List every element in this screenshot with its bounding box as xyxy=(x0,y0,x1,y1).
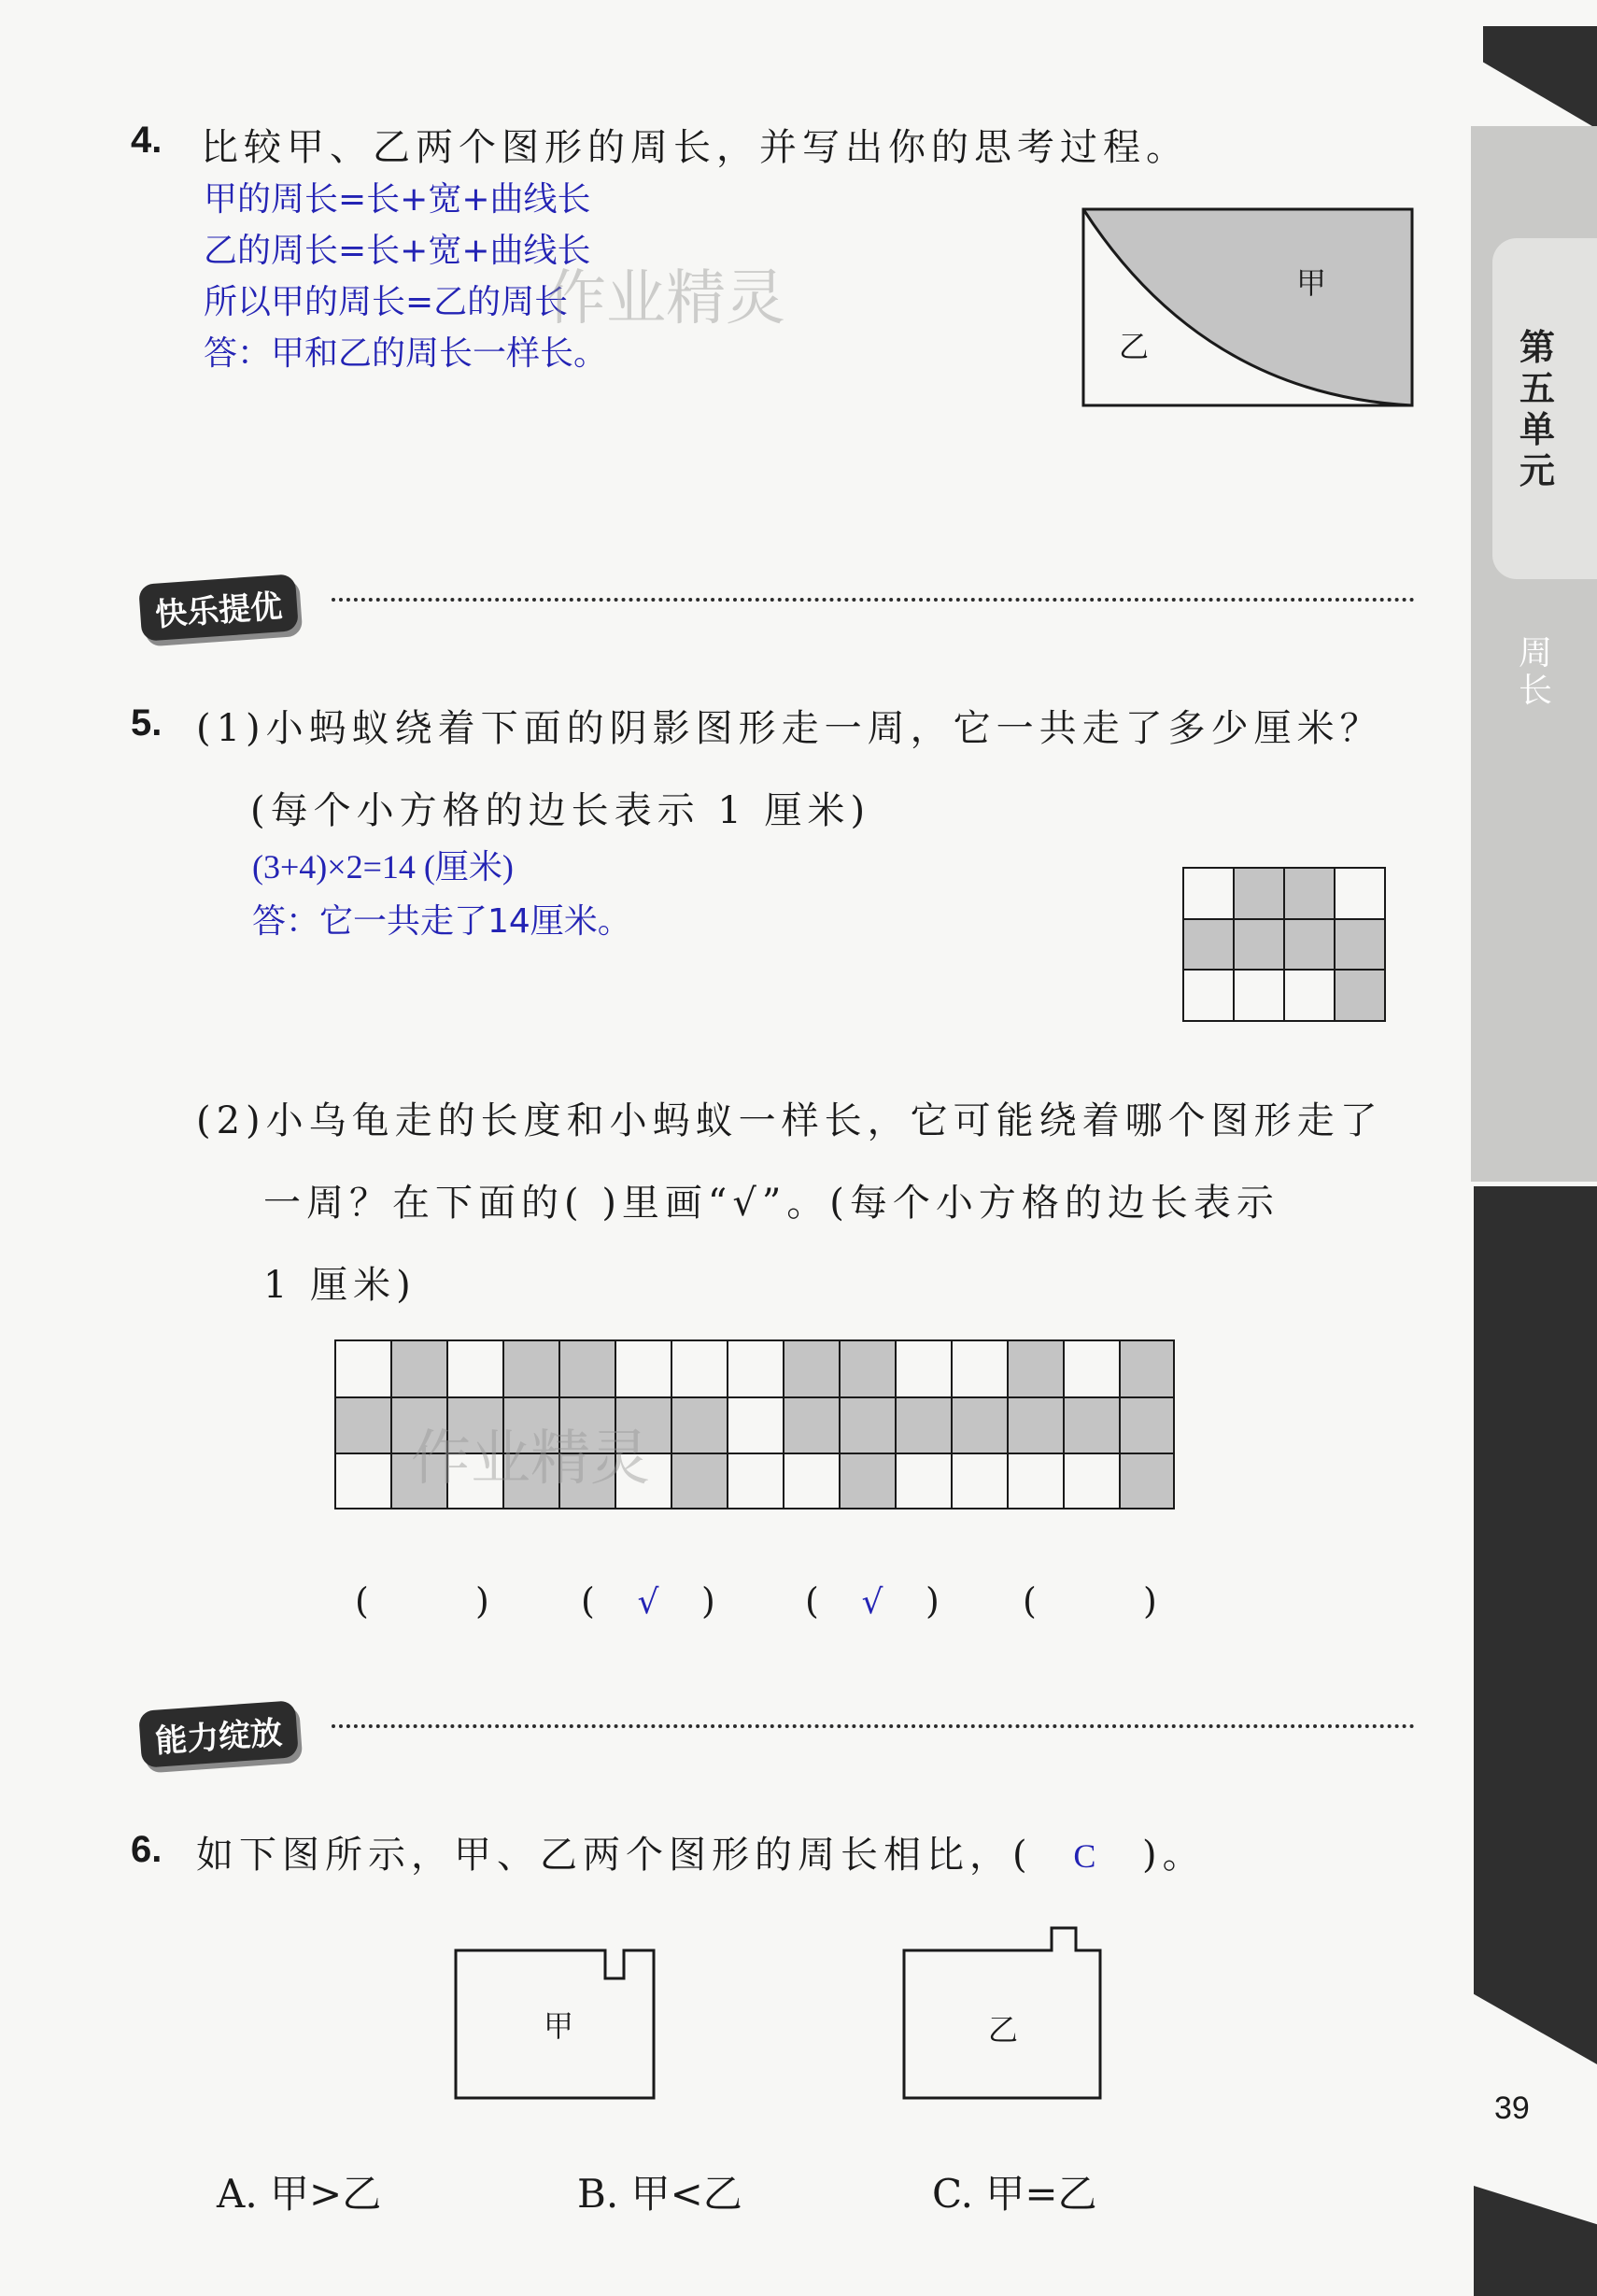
q6-option-a[interactable]: A. 甲>乙 xyxy=(217,2171,382,2217)
side-tab-footer-dark xyxy=(1474,2186,1597,2296)
q6-option-c[interactable]: C. 甲=乙 xyxy=(932,2171,1097,2217)
q5-choice-4[interactable] xyxy=(1023,1580,1157,1622)
section-divider-2 xyxy=(332,1724,1415,1728)
paren-close: ) xyxy=(926,1580,940,1622)
q5-choice-2-mark: √ xyxy=(637,1583,659,1622)
q5-number: 5. xyxy=(131,702,163,744)
section-divider-1 xyxy=(332,598,1415,602)
q4-figure xyxy=(1081,207,1414,407)
section-label-kuaile: 快乐提优 xyxy=(138,574,299,642)
q5-part1: (1)小蚂蚁绕着下面的阴影图形走一周，它一共走了多少厘米？ xyxy=(196,707,1383,750)
paren-open: ( xyxy=(1023,1580,1037,1622)
q5-choice-3-mark: √ xyxy=(861,1583,883,1622)
q4-answer-line-2: 乙的周长=长+宽+曲线长 xyxy=(204,232,591,270)
section-label-nengli: 能力绽放 xyxy=(138,1700,299,1768)
q5-part2-line1: (2)小乌龟走的长度和小蚂蚁一样长，它可能绕着哪个图形走了 xyxy=(196,1099,1383,1142)
side-tab-unit-text: 第五单元 xyxy=(1519,326,1555,491)
q6-question-before: 如下图所示，甲、乙两个图形的周长相比，( xyxy=(196,1834,1033,1877)
paren-open: ( xyxy=(355,1580,369,1622)
paren-close: ) xyxy=(475,1580,489,1622)
q6-label-jia: 甲 xyxy=(544,2008,574,2044)
q6-figure-jia xyxy=(454,1947,657,2102)
side-tab-topic xyxy=(1492,598,1597,766)
q6-figure-yi xyxy=(902,1924,1106,2102)
q5-part2-line2: 一周？在下面的( )里画“√”。(每个小方格的边长表示 xyxy=(263,1182,1279,1225)
paren-close: ) xyxy=(701,1580,715,1622)
q6-question xyxy=(196,1825,1206,1878)
side-tab-bottom-dark xyxy=(1474,1186,1597,2064)
q6-option-b[interactable]: B. 甲<乙 xyxy=(577,2171,742,2217)
q5-part2-line3: 1 厘米) xyxy=(263,1264,417,1307)
q4-label-jia: 甲 xyxy=(1296,265,1327,301)
q5-answer-text: 答：它一共走了14厘米。 xyxy=(252,902,631,941)
q4-answer-line-3: 所以甲的周长=乙的周长 xyxy=(204,283,569,321)
watermark-1: 作业精灵 xyxy=(546,264,785,333)
q4-number: 4. xyxy=(131,120,163,161)
q5-note1: (每个小方格的边长表示 1 厘米) xyxy=(250,789,871,832)
q6-question-after: )。 xyxy=(1142,1834,1206,1877)
q6-answer: C xyxy=(1073,1837,1102,1875)
q5-choice-2[interactable] xyxy=(581,1580,715,1622)
q4-shape-jia xyxy=(1083,209,1412,405)
q6-label-yi: 乙 xyxy=(988,2012,1019,2048)
q4-label-yi: 乙 xyxy=(1119,329,1150,364)
q5-choice-3[interactable] xyxy=(805,1580,940,1622)
side-tab-top-dark xyxy=(1483,26,1597,129)
q4-answer-line-4: 答：甲和乙的周长一样长。 xyxy=(204,334,608,373)
q5-choice-1[interactable] xyxy=(355,1580,489,1622)
q6-number: 6. xyxy=(131,1829,163,1870)
paren-open: ( xyxy=(805,1580,819,1622)
paren-open: ( xyxy=(581,1580,595,1622)
q5-answer-calc: (3+4)×2=14 (厘米) xyxy=(252,848,514,886)
q4-question: 比较甲、乙两个图形的周长，并写出你的思考过程。 xyxy=(201,126,1189,169)
page-number: 39 xyxy=(1494,2090,1530,2126)
q4-answer-line-1: 甲的周长=长+宽+曲线长 xyxy=(204,180,591,219)
side-tab-topic-text: 周长 xyxy=(1518,634,1552,710)
watermark-2: 作业精灵 xyxy=(411,1424,650,1494)
side-tab-unit xyxy=(1492,238,1597,579)
q5-grid-small xyxy=(1182,867,1386,1022)
paren-close: ) xyxy=(1143,1580,1157,1622)
